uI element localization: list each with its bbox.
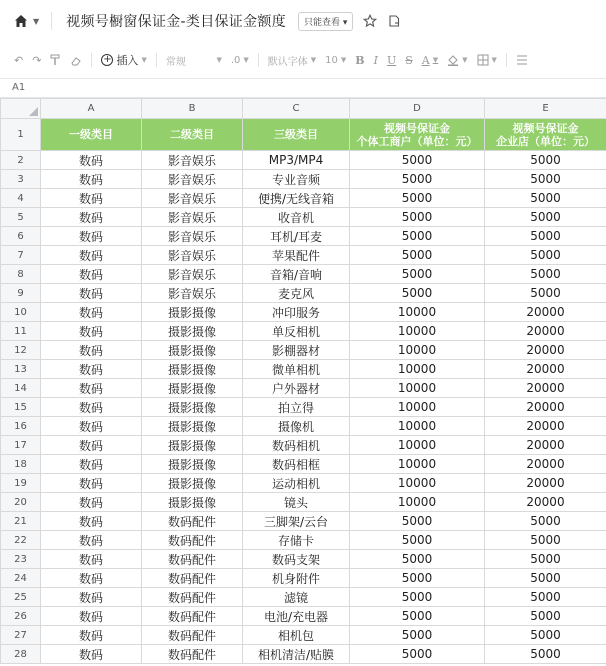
cell-level3[interactable]: 滤镜 — [243, 588, 350, 607]
column-header-e[interactable]: E — [485, 99, 606, 119]
cell-individual-deposit[interactable]: 5000 — [350, 569, 485, 588]
cell-level1[interactable]: 数码 — [41, 189, 142, 208]
row-header[interactable]: 22 — [1, 531, 41, 550]
cell-individual-deposit[interactable]: 5000 — [350, 512, 485, 531]
cell-level2[interactable]: 数码配件 — [142, 607, 243, 626]
cell-level1[interactable]: 数码 — [41, 360, 142, 379]
table-row — [1, 284, 606, 303]
cell-enterprise-deposit[interactable]: 20000 — [485, 436, 606, 455]
cell-individual-deposit[interactable]: 10000 — [350, 493, 485, 512]
cell-level3[interactable]: 影棚器材 — [243, 341, 350, 360]
cell-enterprise-deposit[interactable]: 5000 — [485, 645, 606, 664]
plus-icon: + — [103, 54, 112, 65]
cell-level3[interactable]: 机身附件 — [243, 569, 350, 588]
cell-level1[interactable]: 数码 — [41, 322, 142, 341]
cell-individual-deposit[interactable]: 10000 — [350, 322, 485, 341]
cell-level1[interactable]: 数码 — [41, 436, 142, 455]
cell-level1[interactable]: 数码 — [41, 569, 142, 588]
font-family-select[interactable] — [268, 50, 316, 70]
table-row — [1, 569, 606, 588]
row-header[interactable]: 21 — [1, 512, 41, 531]
chevron-down-icon: ▼ — [462, 56, 468, 64]
cell-level1[interactable]: 数码 — [41, 645, 142, 664]
cell-level3[interactable]: 存储卡 — [243, 531, 350, 550]
header-cell-individual-deposit[interactable] — [350, 119, 485, 151]
row-header[interactable]: 11 — [1, 322, 41, 341]
permission-label: 只能查看 — [304, 17, 341, 28]
table-row — [1, 531, 606, 550]
font-color-button[interactable] — [422, 50, 438, 70]
cell-enterprise-deposit[interactable]: 5000 — [485, 170, 606, 189]
cell-reference[interactable]: A1 — [12, 82, 26, 93]
cell-level3[interactable]: 摄像机 — [243, 417, 350, 436]
cell-enterprise-deposit[interactable]: 5000 — [485, 284, 606, 303]
font-family-label: 默认字体 — [267, 56, 308, 68]
table-row — [1, 512, 606, 531]
cell-level1[interactable]: 数码 — [41, 227, 142, 246]
toolbar-divider — [258, 53, 259, 67]
cell-level3[interactable]: 相机清洁/贴膜 — [243, 645, 350, 664]
cell-level2[interactable]: 数码配件 — [142, 550, 243, 569]
cell-enterprise-deposit[interactable]: 20000 — [485, 493, 606, 512]
row-header[interactable]: 24 — [1, 569, 41, 588]
cell-level3[interactable]: 苹果配件 — [243, 246, 350, 265]
cell-enterprise-deposit[interactable]: 20000 — [485, 455, 606, 474]
cell-level1[interactable]: 数码 — [41, 588, 142, 607]
font-size-select[interactable] — [325, 50, 346, 70]
cell-enterprise-deposit[interactable]: 5000 — [485, 607, 606, 626]
header-cell-enterprise-deposit[interactable] — [485, 119, 606, 151]
cell-enterprise-deposit[interactable]: 20000 — [485, 303, 606, 322]
cell-enterprise-deposit[interactable]: 20000 — [485, 474, 606, 493]
cell-level2[interactable]: 数码配件 — [142, 569, 243, 588]
cell-level2[interactable]: 摄影摄像 — [142, 436, 243, 455]
insert-button[interactable] — [101, 50, 146, 70]
row-header[interactable]: 9 — [1, 284, 41, 303]
cell-level1[interactable]: 数码 — [41, 607, 142, 626]
cell-level1[interactable]: 数码 — [41, 170, 142, 189]
table-row — [1, 379, 606, 398]
cell-level2[interactable]: 数码配件 — [142, 626, 243, 645]
font-color-label: A — [421, 53, 430, 67]
column-header-row — [1, 99, 606, 119]
chevron-down-icon: ▼ — [216, 56, 222, 64]
cell-level3[interactable]: 电池/充电器 — [243, 607, 350, 626]
number-format-label: 常规 — [165, 56, 186, 68]
header-line: 个体工商户（单位：元） — [356, 134, 478, 148]
column-header-d[interactable]: D — [350, 99, 485, 119]
row-header[interactable]: 5 — [1, 208, 41, 227]
chevron-down-icon: ▼ — [491, 56, 497, 64]
row-header[interactable]: 16 — [1, 417, 41, 436]
table-header-row — [1, 119, 606, 151]
chevron-down-icon: ▼ — [432, 56, 439, 64]
header-line: 视频号保证金 — [512, 121, 579, 135]
underline-button[interactable]: U — [386, 53, 397, 67]
cell-level1[interactable]: 数码 — [41, 284, 142, 303]
row-header[interactable]: 15 — [1, 398, 41, 417]
table-row — [1, 265, 606, 284]
cell-level1[interactable]: 数码 — [41, 379, 142, 398]
table-row — [1, 398, 606, 417]
cell-individual-deposit[interactable]: 5000 — [350, 265, 485, 284]
table-row — [1, 189, 606, 208]
cell-enterprise-deposit[interactable]: 5000 — [485, 227, 606, 246]
table-row — [1, 322, 606, 341]
table-row — [1, 360, 606, 379]
cell-level1[interactable]: 数码 — [41, 474, 142, 493]
cell-enterprise-deposit[interactable]: 20000 — [485, 379, 606, 398]
cell-level2[interactable]: 摄影摄像 — [142, 417, 243, 436]
cell-level2[interactable]: 影音娱乐 — [142, 265, 243, 284]
cell-level2[interactable]: 摄影摄像 — [142, 303, 243, 322]
cell-individual-deposit[interactable]: 5000 — [350, 208, 485, 227]
toolbar-divider — [506, 53, 507, 67]
cell-level1[interactable]: 数码 — [41, 303, 142, 322]
cell-level1[interactable]: 数码 — [41, 550, 142, 569]
table-row — [1, 455, 606, 474]
decimal-button[interactable] — [231, 50, 249, 70]
cell-enterprise-deposit[interactable]: 5000 — [485, 626, 606, 645]
cell-enterprise-deposit[interactable]: 5000 — [485, 588, 606, 607]
select-all-corner[interactable] — [1, 99, 41, 119]
cell-level2[interactable]: 摄影摄像 — [142, 493, 243, 512]
cell-enterprise-deposit[interactable]: 20000 — [485, 398, 606, 417]
cell-enterprise-deposit[interactable]: 20000 — [485, 322, 606, 341]
table-row — [1, 170, 606, 189]
toolbar — [0, 46, 606, 74]
row-header[interactable]: 27 — [1, 626, 41, 645]
redo-icon[interactable]: ↷ — [32, 53, 42, 67]
cell-level1[interactable]: 数码 — [41, 341, 142, 360]
header-line: 视频号保证金 — [384, 121, 450, 135]
cell-level3[interactable]: 专业音频 — [243, 170, 350, 189]
cell-level3[interactable]: 运动相机 — [243, 474, 350, 493]
cell-level2[interactable]: 影音娱乐 — [142, 227, 243, 246]
cell-level2[interactable]: 数码配件 — [142, 531, 243, 550]
row-header[interactable]: 28 — [1, 645, 41, 664]
cell-enterprise-deposit[interactable]: 5000 — [485, 531, 606, 550]
table-row — [1, 645, 606, 664]
cell-individual-deposit[interactable]: 5000 — [350, 531, 485, 550]
cell-individual-deposit[interactable]: 5000 — [350, 588, 485, 607]
cell-individual-deposit[interactable]: 10000 — [350, 436, 485, 455]
row-header[interactable]: 13 — [1, 360, 41, 379]
cell-level3[interactable]: 便携/无线音箱 — [243, 189, 350, 208]
row-header[interactable]: 10 — [1, 303, 41, 322]
formula-bar — [0, 78, 606, 98]
row-header[interactable]: 6 — [1, 227, 41, 246]
cell-level3[interactable]: 镜头 — [243, 493, 350, 512]
table-row — [1, 303, 606, 322]
cell-individual-deposit[interactable]: 5000 — [350, 227, 485, 246]
cell-individual-deposit[interactable]: 5000 — [350, 645, 485, 664]
row-header[interactable]: 26 — [1, 607, 41, 626]
cell-individual-deposit[interactable]: 5000 — [350, 170, 485, 189]
cell-level2[interactable]: 摄影摄像 — [142, 398, 243, 417]
cell-level1[interactable]: 数码 — [41, 493, 142, 512]
cell-level2[interactable]: 影音娱乐 — [142, 170, 243, 189]
row-header[interactable]: 23 — [1, 550, 41, 569]
cell-level3[interactable]: 单反相机 — [243, 322, 350, 341]
cell-level1[interactable]: 数码 — [41, 151, 142, 170]
table-row — [1, 436, 606, 455]
row-header[interactable]: 14 — [1, 379, 41, 398]
row-header[interactable]: 12 — [1, 341, 41, 360]
cell-level3[interactable]: 麦克风 — [243, 284, 350, 303]
fill-color-icon[interactable] — [447, 50, 467, 70]
table-row — [1, 246, 606, 265]
table-row — [1, 227, 606, 246]
cell-level2[interactable]: 影音娱乐 — [142, 208, 243, 227]
cell-individual-deposit[interactable]: 10000 — [350, 341, 485, 360]
insert-label: 插入 — [116, 54, 139, 67]
table-row — [1, 151, 606, 170]
cell-enterprise-deposit[interactable]: 20000 — [485, 417, 606, 436]
cell-level3[interactable]: 耳机/耳麦 — [243, 227, 350, 246]
table-row — [1, 208, 606, 227]
table-row — [1, 493, 606, 512]
cell-individual-deposit[interactable]: 10000 — [350, 455, 485, 474]
title-divider — [51, 12, 52, 30]
cell-level1[interactable]: 数码 — [41, 265, 142, 284]
cell-level1[interactable]: 数码 — [41, 626, 142, 645]
cell-individual-deposit[interactable]: 5000 — [350, 607, 485, 626]
table-row — [1, 550, 606, 569]
cell-level1[interactable]: 数码 — [41, 512, 142, 531]
header-line: 企业店（单位：元） — [496, 134, 595, 148]
cell-level2[interactable]: 影音娱乐 — [142, 151, 243, 170]
toolbar-divider — [91, 53, 92, 67]
table-row — [1, 341, 606, 360]
cell-level1[interactable]: 数码 — [41, 398, 142, 417]
cell-individual-deposit[interactable]: 10000 — [350, 379, 485, 398]
cell-level3[interactable]: 数码相框 — [243, 455, 350, 474]
cell-enterprise-deposit[interactable]: 20000 — [485, 360, 606, 379]
column-header-b[interactable]: B — [142, 99, 243, 119]
italic-button[interactable]: I — [373, 53, 378, 67]
cell-individual-deposit[interactable]: 5000 — [350, 284, 485, 303]
row-header[interactable]: 19 — [1, 474, 41, 493]
cell-level3[interactable]: 音箱/音响 — [243, 265, 350, 284]
row-header[interactable]: 8 — [1, 265, 41, 284]
header-cell-level3[interactable]: 三级类目 — [243, 119, 350, 151]
cell-level3[interactable]: 收音机 — [243, 208, 350, 227]
cell-level3[interactable]: 微单相机 — [243, 360, 350, 379]
cell-enterprise-deposit[interactable]: 5000 — [485, 550, 606, 569]
cell-level2[interactable]: 摄影摄像 — [142, 360, 243, 379]
cell-level2[interactable]: 摄影摄像 — [142, 379, 243, 398]
table-row — [1, 626, 606, 645]
toolbar-divider — [156, 53, 157, 67]
document-title[interactable]: 视频号橱窗保证金-类目保证金额度 — [66, 14, 287, 30]
cell-enterprise-deposit[interactable]: 5000 — [485, 265, 606, 284]
title-bar — [0, 0, 606, 42]
cell-level2[interactable]: 数码配件 — [142, 645, 243, 664]
cell-individual-deposit[interactable]: 5000 — [350, 189, 485, 208]
cell-level3[interactable]: 数码相机 — [243, 436, 350, 455]
format-painter-icon[interactable] — [50, 50, 61, 70]
table-row — [1, 588, 606, 607]
cell-individual-deposit[interactable]: 5000 — [350, 626, 485, 645]
chevron-down-icon: ▼ — [141, 56, 147, 64]
cell-individual-deposit[interactable]: 5000 — [350, 151, 485, 170]
cell-level1[interactable]: 数码 — [41, 246, 142, 265]
cell-level3[interactable]: 三脚架/云台 — [243, 512, 350, 531]
cell-enterprise-deposit[interactable]: 5000 — [485, 208, 606, 227]
undo-icon[interactable]: ↶ — [14, 53, 24, 67]
row-header[interactable]: 7 — [1, 246, 41, 265]
row-header[interactable]: 1 — [1, 119, 41, 151]
cell-individual-deposit[interactable]: 5000 — [350, 246, 485, 265]
cell-enterprise-deposit[interactable]: 20000 — [485, 341, 606, 360]
table-row — [1, 607, 606, 626]
row-header[interactable]: 2 — [1, 151, 41, 170]
cell-level1[interactable]: 数码 — [41, 455, 142, 474]
cell-enterprise-deposit[interactable]: 5000 — [485, 246, 606, 265]
star-icon[interactable] — [363, 14, 377, 28]
cell-enterprise-deposit[interactable]: 5000 — [485, 151, 606, 170]
cell-level1[interactable]: 数码 — [41, 531, 142, 550]
align-icon[interactable] — [516, 50, 528, 70]
cell-individual-deposit[interactable]: 5000 — [350, 550, 485, 569]
cell-enterprise-deposit[interactable]: 5000 — [485, 189, 606, 208]
cell-level2[interactable]: 影音娱乐 — [142, 246, 243, 265]
cell-level3[interactable]: 相机包 — [243, 626, 350, 645]
cell-level3[interactable]: 冲印服务 — [243, 303, 350, 322]
table-row — [1, 474, 606, 493]
cell-individual-deposit[interactable]: 10000 — [350, 398, 485, 417]
column-header-c[interactable]: C — [243, 99, 350, 119]
cell-enterprise-deposit[interactable]: 5000 — [485, 512, 606, 531]
cell-individual-deposit[interactable]: 10000 — [350, 474, 485, 493]
strikethrough-button[interactable]: S — [405, 53, 413, 67]
permission-badge[interactable]: 只能查看 ▾ — [298, 12, 353, 31]
cell-level3[interactable]: 数码支架 — [243, 550, 350, 569]
cell-level2[interactable]: 影音娱乐 — [142, 284, 243, 303]
cell-level1[interactable]: 数码 — [41, 208, 142, 227]
chevron-down-icon: ▼ — [340, 56, 347, 64]
spreadsheet-grid — [0, 98, 606, 664]
select-all-triangle-icon — [29, 107, 38, 116]
home-icon[interactable] — [14, 14, 28, 28]
cell-level2[interactable]: 摄影摄像 — [142, 474, 243, 493]
header-cell-level1[interactable]: 一级类目 — [41, 119, 142, 151]
row-header[interactable]: 25 — [1, 588, 41, 607]
header-cell-level2[interactable]: 二级类目 — [142, 119, 243, 151]
row-header[interactable]: 4 — [1, 189, 41, 208]
cell-level2[interactable]: 摄影摄像 — [142, 322, 243, 341]
decimal-label: .0 — [230, 54, 241, 66]
home-menu-chevron-icon[interactable]: ▼ — [33, 16, 40, 26]
cell-level2[interactable]: 摄影摄像 — [142, 455, 243, 474]
row-header[interactable]: 18 — [1, 455, 41, 474]
cell-level2[interactable]: 数码配件 — [142, 512, 243, 531]
cell-individual-deposit[interactable]: 10000 — [350, 417, 485, 436]
cell-level3[interactable]: 拍立得 — [243, 398, 350, 417]
chevron-down-icon: ▼ — [243, 56, 249, 64]
cell-individual-deposit[interactable]: 10000 — [350, 303, 485, 322]
row-header[interactable]: 17 — [1, 436, 41, 455]
font-size-label: 10 — [325, 54, 338, 66]
eraser-icon[interactable] — [70, 50, 82, 70]
table-row — [1, 417, 606, 436]
cell-individual-deposit[interactable]: 10000 — [350, 360, 485, 379]
chevron-down-icon: ▼ — [310, 56, 317, 64]
row-header[interactable]: 20 — [1, 493, 41, 512]
cell-level2[interactable]: 影音娱乐 — [142, 189, 243, 208]
row-header[interactable]: 3 — [1, 170, 41, 189]
bold-button[interactable]: B — [355, 53, 365, 67]
borders-icon[interactable] — [477, 50, 497, 70]
cell-level3[interactable]: 户外器材 — [243, 379, 350, 398]
number-format-select[interactable] — [166, 50, 222, 70]
cell-level3[interactable]: MP3/MP4 — [243, 151, 350, 170]
cell-enterprise-deposit[interactable]: 5000 — [485, 569, 606, 588]
cell-level2[interactable]: 数码配件 — [142, 588, 243, 607]
column-header-a[interactable]: A — [41, 99, 142, 119]
export-icon[interactable] — [387, 14, 401, 28]
cell-level1[interactable]: 数码 — [41, 417, 142, 436]
cell-level2[interactable]: 摄影摄像 — [142, 341, 243, 360]
